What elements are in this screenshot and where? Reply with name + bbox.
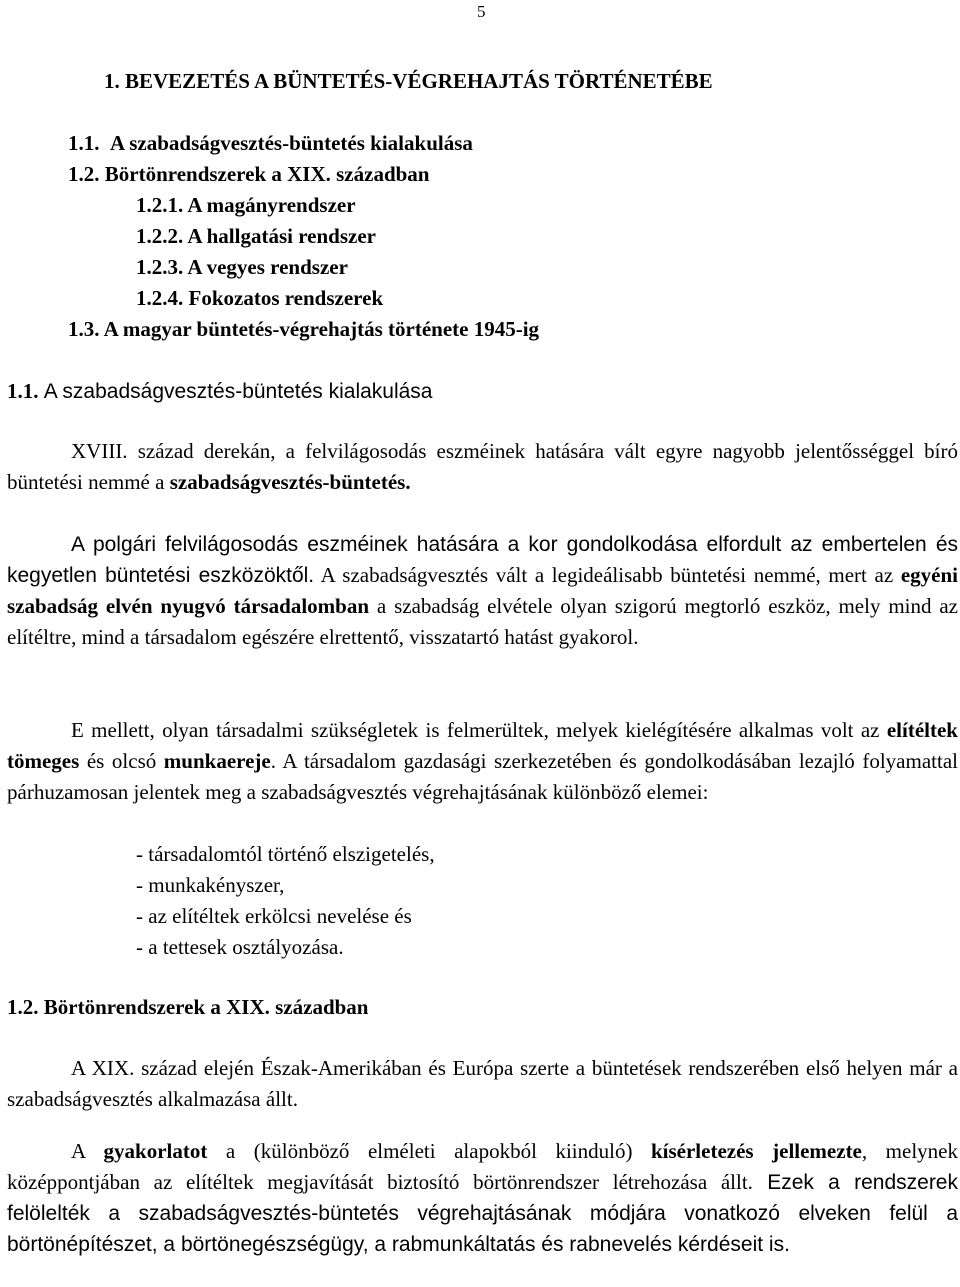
toc-item-text: A magyar büntetés-végrehajtás története 1945-ig: [103, 317, 540, 341]
toc-item: [68, 159, 429, 189]
bullet-list: [136, 839, 435, 963]
paragraph: E mellett, olyan társadalmi szükségletek is felmerültek, melyek kielégítésére alkalmas volt az elítéltek tömeges és olcsó munkaereje. A társadalom gazdasági szerkezetében és gondolkodásában lezajló folyamattal párhuzamosan jelentek meg a szabadságvesztés végrehajtásának különböző elemei:: [7, 718, 958, 804]
toc-item-text: A szabadságvesztés-büntetés kialakulása: [110, 131, 473, 155]
toc-item-text: Fokozatos rendszerek: [188, 286, 384, 310]
section-heading-1-2: 1.2. Börtönrendszerek a XIX. században: [7, 995, 369, 1019]
chapter-title: 1. BEVEZETÉS A BÜNTETÉS-VÉGREHAJTÁS TÖRTÉNETÉBE: [104, 69, 713, 93]
list-item: - társadalomtól történő elszigetelés,: [136, 842, 435, 866]
list-item: - az elítéltek erkölcsi nevelése és: [136, 904, 412, 928]
paragraph: A gyakorlatot a (különböző elméleti alapokból kiinduló) kísérletezés jellemezte, melynek középpontjában az elítéltek megjavítását biztosító börtönrendszer létrehozása állt. Ezek a rendszerek felölelték a szabadságvesztés-büntetés végrehajtásának módjára vonatkozó elveken felül a börtönépítészet, a börtönegészségügy, a rabmunkáltatás és rabnevelés kérdéseit is.: [7, 1139, 958, 1256]
toc-item: [68, 128, 473, 158]
toc-item: [68, 314, 539, 344]
list-item: - munkakényszer,: [136, 873, 285, 897]
paragraph: XVIII. század derekán, a felvilágosodás eszméinek hatására vált egyre nagyobb jelentősséggel bíró büntetési nemmé a szabadságvesztés-büntetés.: [7, 439, 958, 494]
section-heading-number: 1.1.: [7, 379, 39, 403]
toc-item-text: A vegyes rendszer: [187, 255, 348, 279]
toc-item-number: 1.2.1.: [136, 193, 184, 217]
toc-item-text: Börtönrendszerek a XIX. században: [104, 162, 430, 186]
section-heading-1-1: [7, 376, 433, 407]
toc-item-text: A hallgatási rendszer: [187, 224, 376, 248]
list-item: - a tettesek osztályozása.: [136, 935, 344, 959]
toc-item-number: 1.2.: [68, 162, 100, 186]
toc-item-number: 1.2.3.: [136, 255, 184, 279]
toc-item-number: 1.1.: [68, 131, 100, 155]
toc-item: [136, 252, 348, 282]
section-heading-text: A szabadságvesztés-büntetés kialakulása: [43, 380, 433, 403]
toc-item-number: 1.2.4.: [136, 286, 184, 310]
page-number: 5: [477, 2, 486, 21]
paragraph: A polgári felvilágosodás eszméinek hatására a kor gondolkodása elfordult az embertelen és kegyetlen büntetési eszközöktől. A szabadságvesztés vált a legideálisabb büntetési nemmé, mert az egyéni szabadság elvén nyugvó társadalomban a szabadság elvétele olyan szigorú megtorló eszköz, mely mind az elítéltre, mind a társadalom egészére elrettentő, visszatartó hatást gyakorol.: [7, 533, 959, 649]
toc-item: [136, 221, 376, 251]
toc-item: [136, 283, 383, 313]
toc-item-number: 1.2.2.: [136, 224, 184, 248]
paragraph: A XIX. század elején Észak-Amerikában és Európa szerte a büntetések rendszerében első helyen már a szabadságvesztés alkalmazása állt.: [7, 1056, 958, 1111]
toc-item: [136, 190, 356, 220]
toc-item-text: A magányrendszer: [187, 193, 356, 217]
toc-item-number: 1.3.: [68, 317, 100, 341]
